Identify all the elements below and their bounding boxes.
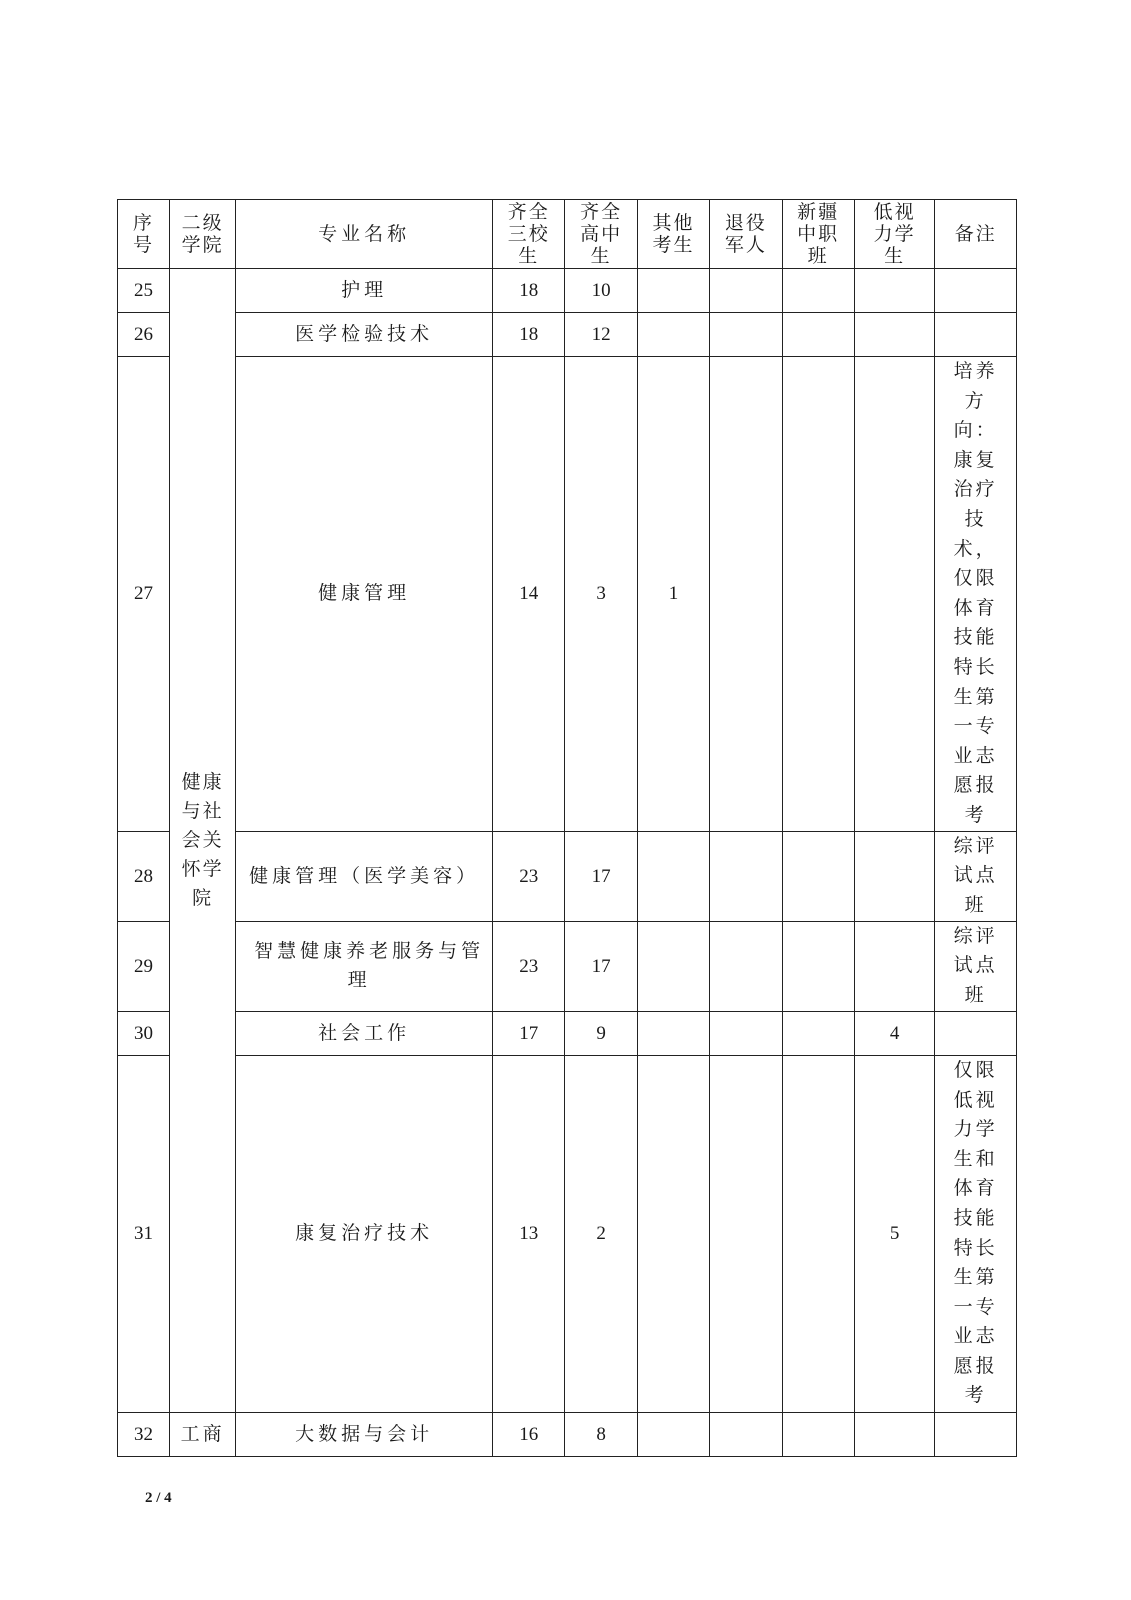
major-cell: 康复治疗技术 bbox=[236, 1055, 493, 1412]
sanxiao-cell: 17 bbox=[493, 1011, 565, 1055]
low-vision-cell bbox=[854, 921, 935, 1011]
remark-cell: 综评试点班 bbox=[935, 921, 1017, 1011]
enrollment-quota-table bbox=[117, 199, 1017, 1457]
remark-cell: 培养方向：康复治疗技术，仅限体育技能特长生第一专业志愿报考 bbox=[935, 357, 1017, 832]
veteran-cell bbox=[710, 1055, 782, 1412]
low-vision-cell bbox=[854, 831, 935, 921]
other-cell bbox=[637, 269, 709, 313]
veteran-cell bbox=[710, 831, 782, 921]
header-remark: 备注 bbox=[935, 200, 1017, 269]
sanxiao-cell: 23 bbox=[493, 831, 565, 921]
remark-cell bbox=[935, 269, 1017, 313]
row-no: 32 bbox=[118, 1412, 170, 1456]
other-cell bbox=[637, 1412, 709, 1456]
low-vision-cell: 5 bbox=[854, 1055, 935, 1412]
other-cell bbox=[637, 313, 709, 357]
low-vision-cell bbox=[854, 313, 935, 357]
veteran-cell bbox=[710, 1011, 782, 1055]
table-row bbox=[118, 357, 1017, 832]
gaozhong-cell: 8 bbox=[565, 1412, 637, 1456]
low-vision-cell bbox=[854, 357, 935, 832]
remark-cell bbox=[935, 1412, 1017, 1456]
gaozhong-cell: 2 bbox=[565, 1055, 637, 1412]
gaozhong-cell: 3 bbox=[565, 357, 637, 832]
xinjiang-cell bbox=[782, 269, 854, 313]
header-row bbox=[118, 200, 1017, 269]
xinjiang-cell bbox=[782, 921, 854, 1011]
sanxiao-cell: 16 bbox=[493, 1412, 565, 1456]
remark-cell: 仅限低视力学生和体育技能特长生第一专业志愿报考 bbox=[935, 1055, 1017, 1412]
row-no: 26 bbox=[118, 313, 170, 357]
xinjiang-cell bbox=[782, 357, 854, 832]
other-cell bbox=[637, 1055, 709, 1412]
header-xinjiang: 新疆中职班 bbox=[782, 200, 854, 269]
sanxiao-cell: 18 bbox=[493, 269, 565, 313]
veteran-cell bbox=[710, 313, 782, 357]
college-cell bbox=[169, 1412, 235, 1456]
gaozhong-cell: 12 bbox=[565, 313, 637, 357]
xinjiang-cell bbox=[782, 1055, 854, 1412]
other-cell bbox=[637, 1011, 709, 1055]
xinjiang-cell bbox=[782, 831, 854, 921]
college-label: 健康与社会关怀学院 bbox=[181, 770, 224, 909]
table-row bbox=[118, 921, 1017, 1011]
table-row bbox=[118, 1055, 1017, 1412]
gaozhong-cell: 10 bbox=[565, 269, 637, 313]
table-row bbox=[118, 831, 1017, 921]
college-cell bbox=[169, 269, 235, 1413]
major-cell: 社会工作 bbox=[236, 1011, 493, 1055]
other-cell bbox=[637, 831, 709, 921]
veteran-cell bbox=[710, 357, 782, 832]
table-row bbox=[118, 1011, 1017, 1055]
gaozhong-cell: 17 bbox=[565, 831, 637, 921]
header-qiquan-gaozhong: 齐全高中生 bbox=[565, 200, 637, 269]
sanxiao-cell: 14 bbox=[493, 357, 565, 832]
major-cell: 护理 bbox=[236, 269, 493, 313]
veteran-cell bbox=[710, 269, 782, 313]
row-no: 27 bbox=[118, 357, 170, 832]
sanxiao-cell: 13 bbox=[493, 1055, 565, 1412]
remark-cell: 综评试点班 bbox=[935, 831, 1017, 921]
veteran-cell bbox=[710, 1412, 782, 1456]
major-cell: 医学检验技术 bbox=[236, 313, 493, 357]
page-number: 2 / 4 bbox=[145, 1490, 172, 1506]
major-cell: 大数据与会计 bbox=[236, 1412, 493, 1456]
xinjiang-cell bbox=[782, 313, 854, 357]
table-row bbox=[118, 269, 1017, 313]
major-cell: 健康管理 bbox=[236, 357, 493, 832]
other-cell: 1 bbox=[637, 357, 709, 832]
row-no: 31 bbox=[118, 1055, 170, 1412]
low-vision-cell bbox=[854, 1412, 935, 1456]
header-major: 专业名称 bbox=[236, 200, 493, 269]
gaozhong-cell: 9 bbox=[565, 1011, 637, 1055]
row-no: 29 bbox=[118, 921, 170, 1011]
header-veteran: 退役军人 bbox=[710, 200, 782, 269]
sanxiao-cell: 23 bbox=[493, 921, 565, 1011]
header-low-vision: 低视力学生 bbox=[854, 200, 935, 269]
table-row bbox=[118, 313, 1017, 357]
xinjiang-cell bbox=[782, 1011, 854, 1055]
remark-cell bbox=[935, 1011, 1017, 1055]
header-college: 二级学院 bbox=[169, 200, 235, 269]
header-other: 其他考生 bbox=[637, 200, 709, 269]
gaozhong-cell: 17 bbox=[565, 921, 637, 1011]
low-vision-cell bbox=[854, 269, 935, 313]
remark-cell bbox=[935, 313, 1017, 357]
row-no: 25 bbox=[118, 269, 170, 313]
sanxiao-cell: 18 bbox=[493, 313, 565, 357]
table-row bbox=[118, 1412, 1017, 1456]
major-cell: 智慧健康养老服务与管理 bbox=[236, 921, 493, 1011]
row-no: 30 bbox=[118, 1011, 170, 1055]
other-cell bbox=[637, 921, 709, 1011]
row-no: 28 bbox=[118, 831, 170, 921]
major-cell: 健康管理（医学美容） bbox=[236, 831, 493, 921]
header-no: 序号 bbox=[118, 200, 170, 269]
veteran-cell bbox=[710, 921, 782, 1011]
low-vision-cell: 4 bbox=[854, 1011, 935, 1055]
college-label: 工商 bbox=[180, 1422, 225, 1445]
xinjiang-cell bbox=[782, 1412, 854, 1456]
header-qiquan-sanxiao: 齐全三校生 bbox=[493, 200, 565, 269]
